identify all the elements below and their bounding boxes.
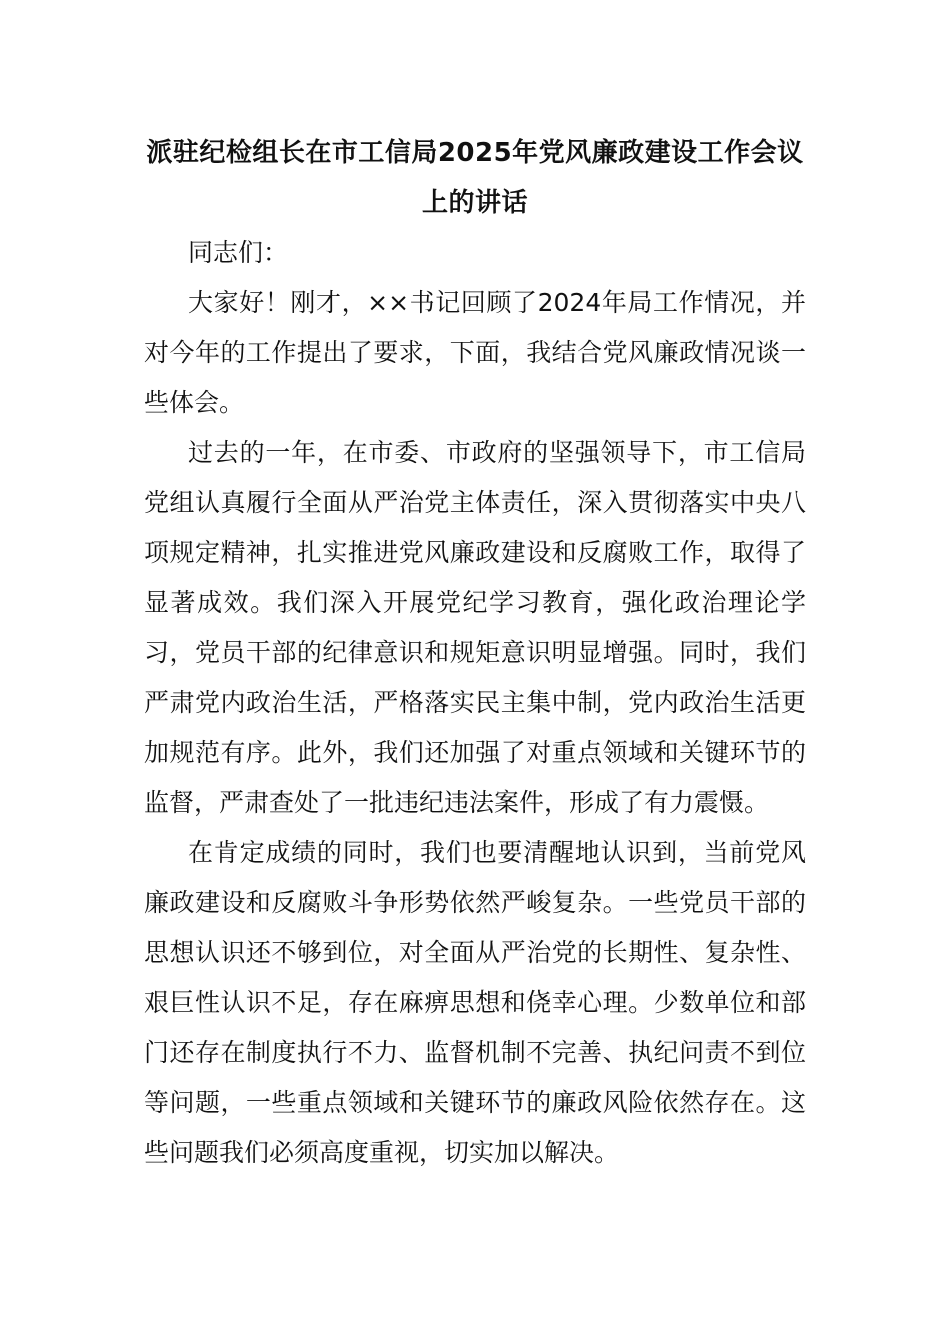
salutation: 同志们：: [188, 238, 289, 267]
paragraph-opening: 大家好！刚才，××书记回顾了2024年局工作情况，并对今年的工作提出了要求，下面，我结合党风廉政情况谈一些体会。: [144, 288, 806, 417]
document-title: 派驻纪检组长在市工信局2025年党风廉政建设工作会议上的讲话: [146, 138, 804, 218]
document-body: [144, 228, 806, 1178]
paragraph-problems: 在肯定成绩的同时，我们也要清醒地认识到，当前党风廉政建设和反腐败斗争形势依然严峻复杂。一些党员干部的思想认识还不够到位，对全面从严治党的长期性、复杂性、艰巨性认识不足，存在麻痹思想和侥幸心理。少数单位和部门还存在制度执行不力、监督机制不完善、执纪问责不到位等问题，一些重点领域和关键环节的廉政风险依然存在。这些问题我们必须高度重视，切实加以解决。: [144, 838, 806, 1167]
paragraph-achievements: 过去的一年，在市委、市政府的坚强领导下，市工信局党组认真履行全面从严治党主体责任，深入贯彻落实中央八项规定精神，扎实推进党风廉政建设和反腐败工作，取得了显著成效。我们深入开展党纪学习教育，强化政治理论学习，党员干部的纪律意识和规矩意识明显增强。同时，我们严肃党内政治生活，严格落实民主集中制，党内政治生活更加规范有序。此外，我们还加强了对重点领域和关键环节的监督，严肃查处了一批违纪违法案件，形成了有力震慑。: [144, 438, 806, 817]
